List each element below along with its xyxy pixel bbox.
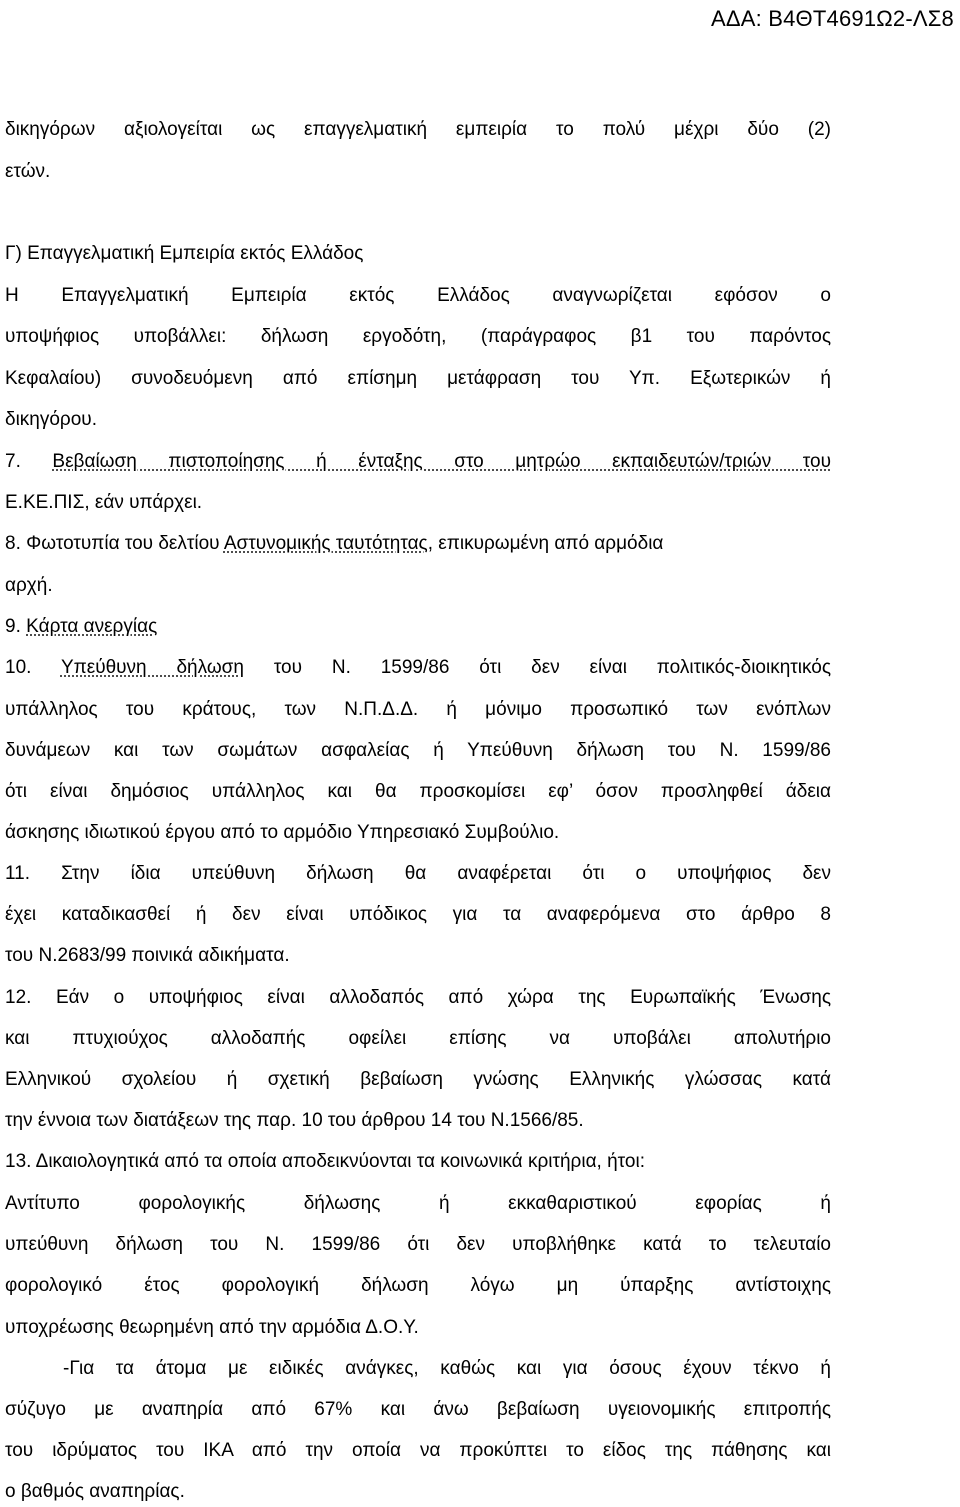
text-line: και πτυχιούχος αλλοδαπής οφείλει επίσης να υποβάλει απολυτήριο: [5, 1028, 831, 1049]
text-line: υποψήφιος υποβάλλει: δήλωση εργοδότη, (παράγραφος β1 του παρόντος: [5, 326, 831, 347]
text-line: υπάλληλος του κράτους, των Ν.Π.Δ.Δ. ή μόνιμο προσωπικό των ενόπλων: [5, 699, 831, 720]
item-text: 8. Φωτοτυπία του δελτίου: [5, 533, 220, 554]
item-number: 7.: [5, 451, 21, 472]
item-text-dotted: Αστυνομικής ταυτότητας: [223, 533, 428, 554]
text-line: του ιδρύματος του ΙΚΑ από την οποία να προκύπτει το είδος της πάθησης και: [5, 1440, 831, 1461]
text-line: αρχή.: [5, 575, 53, 596]
item-number: 10.: [5, 657, 32, 678]
item-text: , επικυρωμένη από αρμόδια: [427, 533, 664, 554]
text-line: δικηγόρων αξιολογείται ως επαγγελματική εμπειρία το πολύ μέχρι δύο (2): [5, 119, 831, 140]
text-line: φορολογικό έτος φορολογική δήλωση λόγω μη ύπαρξης αντίστοιχης: [5, 1275, 831, 1296]
text-line: την έννοια των διατάξεων της παρ. 10 του άρθρου 14 του Ν.1566/85.: [5, 1110, 584, 1131]
item-number: 9.: [5, 616, 21, 637]
text-line: ότι είναι δημόσιος υπάλληλος και θα προσκομίσει εφ’ όσον προσληφθεί άδεια: [5, 781, 831, 802]
section-heading: Γ) Επαγγελματική Εμπειρία εκτός Ελλάδος: [5, 243, 364, 264]
list-item-9: [5, 615, 157, 639]
text-line: Αντίτυπο φορολογικής δήλωσης ή εκκαθαριστικού εφορίας ή: [5, 1193, 831, 1214]
text-line: σύζυγο με αναπηρία από 67% και άνω βεβαίωση υγειονομικής επιτροπής: [5, 1399, 831, 1420]
text-line: -Για τα άτομα με ειδικές ανάγκες, καθώς και για όσους έχουν τέκνο ή: [63, 1358, 831, 1379]
text-line: Η Επαγγελματική Εμπειρία εκτός Ελλάδος αναγνωρίζεται εφόσον ο: [5, 285, 831, 306]
list-item-13: 13. Δικαιολογητικά από τα οποία αποδεικνύονται τα κοινωνικά κριτήρια, ήτοι:: [5, 1151, 645, 1172]
list-item-10: [5, 656, 831, 680]
list-item-12: 12. Εάν ο υποψήφιος είναι αλλοδαπός από χώρα της Ευρωπαϊκής Ένωσης: [5, 987, 831, 1008]
list-item-8: [5, 532, 663, 556]
text-line: Κεφαλαίου) συνοδευόμενη από επίσημη μετάφραση του Υπ. Εξωτερικών ή: [5, 368, 831, 389]
text-line: δυνάμεων και των σωμάτων ασφαλείας ή Υπεύθυνη δήλωση του Ν. 1599/86: [5, 740, 831, 761]
text-line: Ε.ΚΕ.ΠΙΣ, εάν υπάρχει.: [5, 492, 203, 513]
text-line: ο βαθμός αναπηρίας.: [5, 1481, 185, 1502]
text-line: έχει καταδικασθεί ή δεν είναι υπόδικος για τα αναφερόμενα στο άρθρο 8: [5, 904, 831, 925]
list-item-7: [5, 450, 831, 474]
text-line: ετών.: [5, 161, 51, 182]
item-text-dotted: Υπεύθυνη δήλωση: [60, 657, 244, 678]
text-line: του Ν.2683/99 ποινικά αδικήματα.: [5, 945, 290, 966]
list-item-11: 11. Στην ίδια υπεύθυνη δήλωση θα αναφέρεται ότι ο υποψήφιος δεν: [5, 863, 831, 884]
item-text: Βεβαίωση πιστοποίησης ή ένταξης στο μητρώο εκπαιδευτών/τριών του: [52, 451, 831, 472]
text-line: Ελληνικού σχολείου ή σχετική βεβαίωση γνώσης Ελληνικής γλώσσας κατά: [5, 1069, 831, 1090]
text-line: άσκησης ιδιωτικού έργου από το αρμόδιο Υπηρεσιακό Συμβούλιο.: [5, 822, 560, 843]
ada-code: ΑΔΑ: Β4ΘΤ4691Ω2-ΛΣ8: [710, 6, 954, 31]
text-line: δικηγόρου.: [5, 409, 97, 430]
text-line: υποχρέωσης θεωρημένη από την αρμόδια Δ.Ο.Υ.: [5, 1317, 419, 1338]
text-line: υπεύθυνη δήλωση του Ν. 1599/86 ότι δεν υποβλήθηκε κατά το τελευταίο: [5, 1234, 831, 1255]
item-text: του Ν. 1599/86 ότι δεν είναι πολιτικός-διοικητικός: [273, 657, 831, 678]
item-text: Κάρτα ανεργίας: [26, 616, 158, 637]
